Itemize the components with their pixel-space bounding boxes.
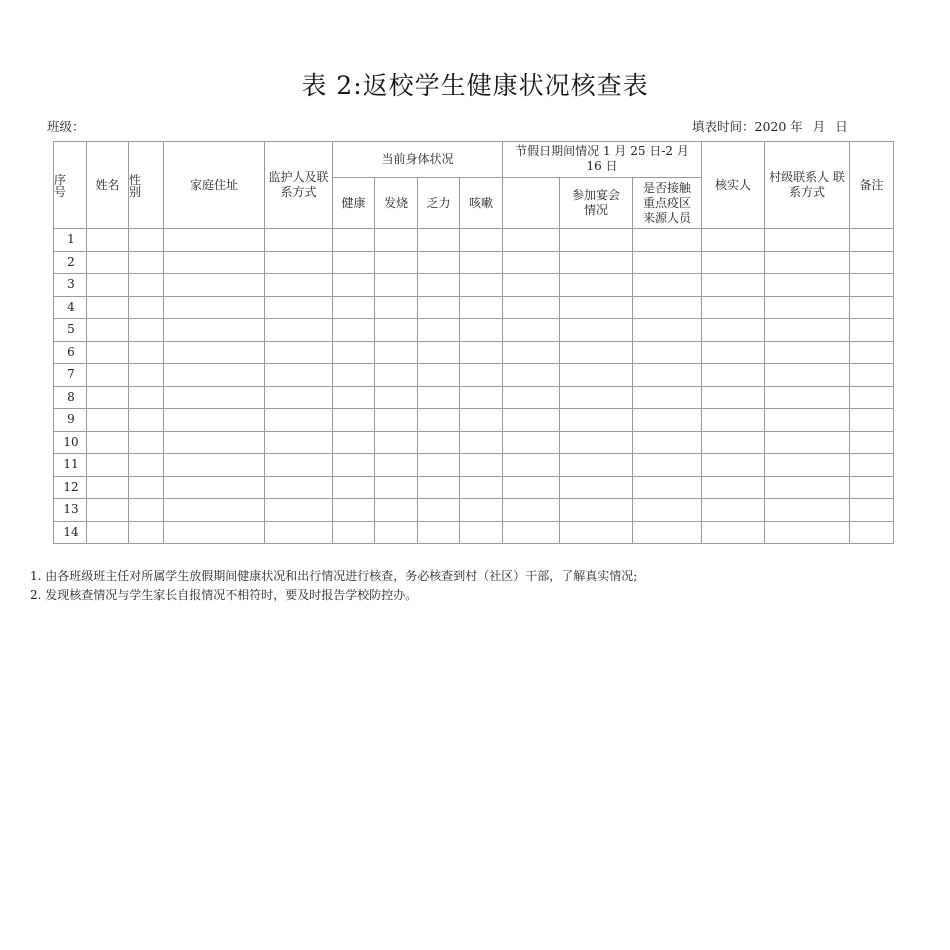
table-cell bbox=[460, 364, 503, 387]
table-cell bbox=[333, 274, 375, 297]
table-cell bbox=[765, 364, 850, 387]
table-cell bbox=[129, 386, 164, 409]
row-number: 8 bbox=[54, 386, 87, 409]
table-cell bbox=[503, 431, 560, 454]
table-cell bbox=[850, 476, 894, 499]
table-row bbox=[54, 431, 894, 454]
table-cell bbox=[702, 521, 765, 544]
table-cell bbox=[164, 476, 265, 499]
table-cell bbox=[164, 454, 265, 477]
table-cell bbox=[460, 319, 503, 342]
row-number: 14 bbox=[54, 521, 87, 544]
table-cell bbox=[265, 229, 333, 252]
table-row bbox=[54, 251, 894, 274]
table-cell bbox=[375, 431, 418, 454]
table-cell bbox=[702, 296, 765, 319]
table-cell bbox=[418, 409, 460, 432]
row-number: 9 bbox=[54, 409, 87, 432]
row-number: 11 bbox=[54, 454, 87, 477]
table-cell bbox=[702, 454, 765, 477]
table-cell bbox=[333, 296, 375, 319]
table-cell bbox=[87, 454, 129, 477]
table-cell bbox=[375, 476, 418, 499]
table-cell bbox=[87, 386, 129, 409]
table-cell bbox=[560, 499, 633, 522]
table-cell bbox=[560, 319, 633, 342]
table-cell bbox=[460, 341, 503, 364]
table-cell bbox=[702, 499, 765, 522]
table-cell bbox=[560, 521, 633, 544]
table-cell bbox=[560, 274, 633, 297]
table-cell bbox=[633, 364, 702, 387]
table-cell bbox=[503, 386, 560, 409]
table-cell bbox=[129, 296, 164, 319]
table-cell bbox=[850, 296, 894, 319]
table-cell bbox=[265, 319, 333, 342]
table-cell bbox=[850, 251, 894, 274]
table-cell bbox=[418, 251, 460, 274]
table-cell bbox=[633, 409, 702, 432]
fill-time-month: 月 bbox=[812, 119, 826, 134]
table-cell bbox=[164, 431, 265, 454]
row-number: 2 bbox=[54, 251, 87, 274]
table-cell bbox=[460, 296, 503, 319]
table-cell bbox=[164, 251, 265, 274]
table-cell bbox=[633, 454, 702, 477]
table-cell bbox=[164, 386, 265, 409]
table-cell bbox=[633, 476, 702, 499]
table-cell bbox=[87, 341, 129, 364]
table-row bbox=[54, 274, 894, 297]
table-cell bbox=[633, 229, 702, 252]
table-cell bbox=[87, 274, 129, 297]
table-cell bbox=[129, 476, 164, 499]
table-cell bbox=[265, 476, 333, 499]
header-name: 姓名 bbox=[87, 142, 129, 229]
table-cell bbox=[633, 386, 702, 409]
page-title: 表 2:返校学生健康状况核查表 bbox=[301, 71, 649, 100]
table-cell bbox=[375, 229, 418, 252]
table-cell bbox=[503, 251, 560, 274]
table-cell bbox=[850, 454, 894, 477]
table-cell bbox=[503, 296, 560, 319]
notes bbox=[30, 567, 637, 605]
table-row bbox=[54, 499, 894, 522]
fill-time bbox=[692, 117, 854, 135]
table-cell bbox=[164, 409, 265, 432]
table-cell bbox=[333, 476, 375, 499]
table-cell bbox=[503, 499, 560, 522]
table-cell bbox=[129, 229, 164, 252]
table-cell bbox=[265, 251, 333, 274]
table-cell bbox=[265, 386, 333, 409]
table-cell bbox=[375, 409, 418, 432]
header-address: 家庭住址 bbox=[164, 142, 265, 229]
table-cell bbox=[765, 386, 850, 409]
table-cell bbox=[375, 341, 418, 364]
table-cell bbox=[129, 319, 164, 342]
table-cell bbox=[87, 319, 129, 342]
table-row bbox=[54, 319, 894, 342]
table-cell bbox=[164, 296, 265, 319]
table-cell bbox=[87, 251, 129, 274]
table-cell bbox=[333, 341, 375, 364]
table-cell bbox=[560, 296, 633, 319]
table-cell bbox=[765, 274, 850, 297]
table-cell bbox=[560, 364, 633, 387]
header-verifier: 核实人 bbox=[702, 142, 765, 229]
table-cell bbox=[87, 409, 129, 432]
table-cell bbox=[850, 521, 894, 544]
table-row bbox=[54, 364, 894, 387]
table-cell bbox=[503, 364, 560, 387]
table-cell bbox=[375, 319, 418, 342]
table-cell bbox=[164, 499, 265, 522]
table-cell bbox=[702, 364, 765, 387]
table-cell bbox=[333, 454, 375, 477]
table-cell bbox=[265, 499, 333, 522]
header-holiday: 节假日期间情况 1 月 25 日-2 月 16 日 bbox=[503, 142, 702, 178]
table-cell bbox=[850, 409, 894, 432]
table-cell bbox=[633, 521, 702, 544]
header-remarks: 备注 bbox=[850, 142, 894, 229]
table-cell bbox=[129, 341, 164, 364]
table-cell bbox=[560, 386, 633, 409]
table-row bbox=[54, 454, 894, 477]
table-cell bbox=[702, 319, 765, 342]
table-cell bbox=[765, 251, 850, 274]
table-cell bbox=[560, 341, 633, 364]
table-cell bbox=[765, 521, 850, 544]
class-label: 班级： bbox=[47, 119, 85, 134]
table-cell bbox=[87, 521, 129, 544]
table-cell bbox=[633, 499, 702, 522]
health-check-table bbox=[53, 141, 894, 544]
table-cell bbox=[265, 274, 333, 297]
fill-time-day: 日 bbox=[835, 119, 848, 134]
table-cell bbox=[164, 521, 265, 544]
table-cell bbox=[503, 319, 560, 342]
table-cell bbox=[633, 319, 702, 342]
table-cell bbox=[129, 499, 164, 522]
table-cell bbox=[702, 476, 765, 499]
note-1: 1. 由各班级班主任对所属学生放假期间健康状况和出行情况进行核查，务必核查到村（社区）干部，了解真实情况; bbox=[30, 569, 638, 583]
header-banquet: 参加宴会情况 bbox=[560, 178, 633, 229]
table-cell bbox=[460, 409, 503, 432]
table-cell bbox=[850, 229, 894, 252]
table-cell bbox=[850, 499, 894, 522]
table-cell bbox=[460, 521, 503, 544]
table-cell bbox=[418, 319, 460, 342]
table-cell bbox=[129, 364, 164, 387]
table-cell bbox=[633, 251, 702, 274]
header-contact: 是否接触重点疫区来源人员 bbox=[633, 178, 702, 229]
table-cell bbox=[418, 476, 460, 499]
note-2: 2. 发现核查情况与学生家长自报情况不相符时，要及时报告学校防控办。 bbox=[30, 588, 418, 602]
table-cell bbox=[375, 364, 418, 387]
row-number: 12 bbox=[54, 476, 87, 499]
table-cell bbox=[702, 251, 765, 274]
table-cell bbox=[503, 476, 560, 499]
table-cell bbox=[765, 454, 850, 477]
table-cell bbox=[418, 341, 460, 364]
table-cell bbox=[503, 341, 560, 364]
table-cell bbox=[333, 431, 375, 454]
table-cell bbox=[633, 296, 702, 319]
table-cell bbox=[418, 454, 460, 477]
table-cell bbox=[129, 274, 164, 297]
table-cell bbox=[633, 431, 702, 454]
table-cell bbox=[460, 499, 503, 522]
table-cell bbox=[418, 386, 460, 409]
table-cell bbox=[164, 229, 265, 252]
table-cell bbox=[129, 521, 164, 544]
table-cell bbox=[129, 409, 164, 432]
table-cell bbox=[765, 476, 850, 499]
table-cell bbox=[265, 454, 333, 477]
row-number: 10 bbox=[54, 431, 87, 454]
table-cell bbox=[87, 499, 129, 522]
table-cell bbox=[503, 229, 560, 252]
table-cell bbox=[164, 341, 265, 364]
table-cell bbox=[87, 476, 129, 499]
table-cell bbox=[633, 341, 702, 364]
table-cell bbox=[87, 296, 129, 319]
header-current-status: 当前身体状况 bbox=[333, 142, 503, 178]
table-row bbox=[54, 229, 894, 252]
table-cell bbox=[765, 296, 850, 319]
table-cell bbox=[765, 319, 850, 342]
table-cell bbox=[418, 229, 460, 252]
header-fatigue: 乏力 bbox=[418, 178, 460, 229]
table-cell bbox=[333, 251, 375, 274]
table-cell bbox=[560, 251, 633, 274]
table-cell bbox=[765, 341, 850, 364]
table-cell bbox=[765, 409, 850, 432]
table-cell bbox=[333, 409, 375, 432]
table-cell bbox=[560, 431, 633, 454]
row-number: 13 bbox=[54, 499, 87, 522]
table-cell bbox=[702, 341, 765, 364]
table-cell bbox=[418, 499, 460, 522]
table-cell bbox=[375, 274, 418, 297]
header-gender: 性别 bbox=[129, 142, 164, 229]
table-cell bbox=[333, 521, 375, 544]
table-cell bbox=[460, 431, 503, 454]
table-cell bbox=[850, 319, 894, 342]
table-cell bbox=[265, 341, 333, 364]
table-cell bbox=[375, 296, 418, 319]
table-row bbox=[54, 476, 894, 499]
table-cell bbox=[265, 409, 333, 432]
table-cell bbox=[460, 386, 503, 409]
table-cell bbox=[765, 431, 850, 454]
table-cell bbox=[460, 476, 503, 499]
header-healthy: 健康 bbox=[333, 178, 375, 229]
table-cell bbox=[375, 454, 418, 477]
table-cell bbox=[87, 364, 129, 387]
table-cell bbox=[418, 274, 460, 297]
row-number: 1 bbox=[54, 229, 87, 252]
header-blank bbox=[503, 178, 560, 229]
table-cell bbox=[265, 431, 333, 454]
table-cell bbox=[503, 274, 560, 297]
table-cell bbox=[333, 386, 375, 409]
table-cell bbox=[418, 431, 460, 454]
table-row bbox=[54, 386, 894, 409]
table-cell bbox=[333, 229, 375, 252]
table-cell bbox=[333, 364, 375, 387]
header-village-contact: 村级联系人 联系方式 bbox=[765, 142, 850, 229]
table-row bbox=[54, 521, 894, 544]
table-row bbox=[54, 409, 894, 432]
table-cell bbox=[164, 319, 265, 342]
table-cell bbox=[850, 364, 894, 387]
table-cell bbox=[418, 296, 460, 319]
table-cell bbox=[460, 454, 503, 477]
table-cell bbox=[702, 431, 765, 454]
table-cell bbox=[633, 274, 702, 297]
table-cell bbox=[375, 521, 418, 544]
table-cell bbox=[333, 499, 375, 522]
table-cell bbox=[164, 274, 265, 297]
header-cough: 咳嗽 bbox=[460, 178, 503, 229]
table-cell bbox=[560, 454, 633, 477]
table-cell bbox=[560, 229, 633, 252]
table-cell bbox=[265, 296, 333, 319]
row-number: 5 bbox=[54, 319, 87, 342]
table-cell bbox=[418, 521, 460, 544]
table-cell bbox=[129, 251, 164, 274]
table-cell bbox=[418, 364, 460, 387]
table-cell bbox=[87, 431, 129, 454]
table-cell bbox=[87, 229, 129, 252]
table-cell bbox=[460, 251, 503, 274]
table-cell bbox=[375, 251, 418, 274]
header-fever: 发烧 bbox=[375, 178, 418, 229]
table-cell bbox=[702, 409, 765, 432]
table-cell bbox=[765, 229, 850, 252]
table-cell bbox=[503, 409, 560, 432]
table-cell bbox=[850, 274, 894, 297]
row-number: 4 bbox=[54, 296, 87, 319]
table-cell bbox=[702, 274, 765, 297]
table-cell bbox=[129, 431, 164, 454]
table-cell bbox=[265, 364, 333, 387]
table-cell bbox=[333, 319, 375, 342]
table-cell bbox=[850, 341, 894, 364]
table-cell bbox=[850, 386, 894, 409]
table-cell bbox=[702, 229, 765, 252]
fill-time-label: 填表时间：2020 年 bbox=[692, 119, 803, 134]
table-cell bbox=[460, 274, 503, 297]
table-cell bbox=[850, 431, 894, 454]
table-cell bbox=[265, 521, 333, 544]
table-cell bbox=[765, 499, 850, 522]
table-row bbox=[54, 341, 894, 364]
table-cell bbox=[560, 409, 633, 432]
table-cell bbox=[375, 386, 418, 409]
table-cell bbox=[503, 454, 560, 477]
table-cell bbox=[702, 386, 765, 409]
table-cell bbox=[560, 476, 633, 499]
table-cell bbox=[164, 364, 265, 387]
table-row bbox=[54, 296, 894, 319]
header-guardian: 监护人及联系方式 bbox=[265, 142, 333, 229]
row-number: 7 bbox=[54, 364, 87, 387]
table-cell bbox=[129, 454, 164, 477]
table-cell bbox=[503, 521, 560, 544]
table-cell bbox=[460, 229, 503, 252]
row-number: 6 bbox=[54, 341, 87, 364]
row-number: 3 bbox=[54, 274, 87, 297]
table-cell bbox=[375, 499, 418, 522]
header-seq: 序号 bbox=[54, 142, 87, 229]
